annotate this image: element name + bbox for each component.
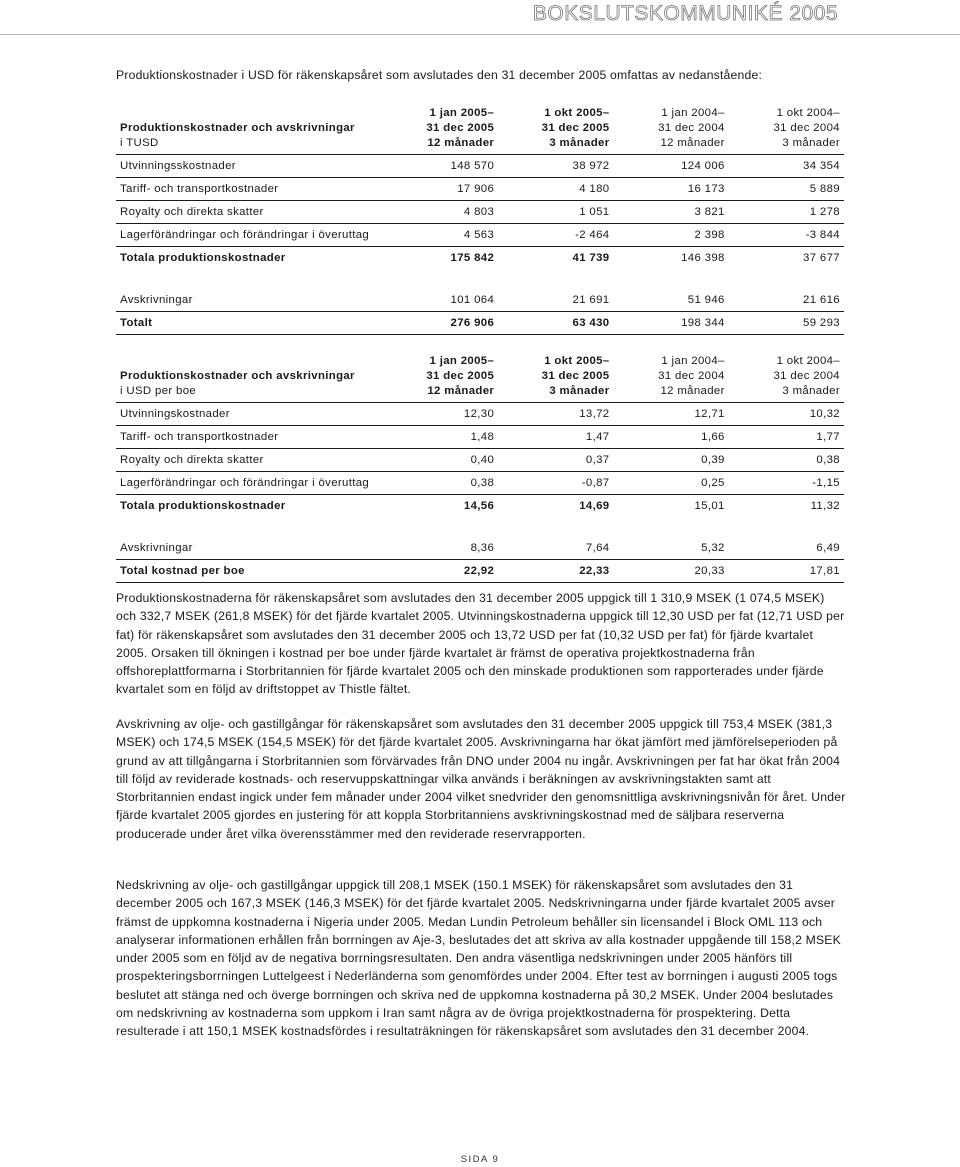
table-grand-total-row: Totalt 276 906 63 430 198 344 59 293 [116,312,844,335]
table-row: Utvinningskostnader 12,30 13,72 12,71 10,32 [116,403,844,426]
table-header-row [116,354,844,403]
depreciation-paragraph: Avskrivning av olje- och gastillgångar för räkenskapsåret som avslutades den 31 december 2005 uppgick till 753,4 MSEK (381,3 MSEK) och 174,5 MSEK (154,5 MSEK) för det fjärde kvartalet 2005. Avskrivningarna har ökat jämfört med jämförelseperioden på grund av att tillgångarna i Storbritannien som förvärvades från DNO under 2004 nu ingår. Avskrivningen per fat har ökat från 2004 till följd av reviderade kostnads- och reservuppskattningar vilka används i beräkningen av avskrivningstakten samt att Storbritannien endast ingick under fem månader under 2004 vilket snedvrider den genomsnittliga avskrivningsnivån för året. Under fjärde kvartalet 2005 gjordes en justering för att koppla Storbritanniens avskrivningskostnad med de säljbara reserverna producerade under året vilka överensstämmer med den reviderade reservrapporten. [116,717,846,841]
table-row: Avskrivningar 8,36 7,64 5,32 6,49 [120,542,840,554]
header-divider [0,34,960,35]
column-header: 1 jan 2004– 31 dec 2004 12 månader [614,354,729,403]
production-costs-tusd-table [116,106,844,335]
column-header: 1 okt 2004– 31 dec 2004 3 månader [729,354,844,403]
table-row: Royalty och direkta skatter 0,40 0,37 0,39 0,38 [116,449,844,472]
table-row: Lagerförändringar och förändringar i överuttag 4 563 -2 464 2 398 -3 844 [120,229,840,241]
table-total-row: Totala produktionskostnader 175 842 41 739 146 398 37 677 [116,247,844,270]
production-costs-per-boe-table [116,354,844,583]
column-header: 1 okt 2005– 31 dec 2005 3 månader [498,354,613,403]
table-row: Utvinningsskostnader 148 570 38 972 124 006 34 354 [116,155,844,178]
table-row: Lagerförändringar och förändringar i överuttag 0,38 -0,87 0,25 -1,15 [120,477,840,489]
table-grand-total-row: Total kostnad per boe 22,92 22,33 20,33 17,81 [116,560,844,583]
table-row: Tariff- och transportkostnader 17 906 4 180 16 173 5 889 [116,178,844,201]
table-unit: i TUSD [120,137,159,149]
intro-text: Produktionskostnader i USD för räkenskapsåret som avslutades den 31 december 2005 omfattas av nedanstående: [116,68,763,82]
page-number: SIDA 9 [460,1154,500,1165]
table-title: Produktionskostnader och avskrivningar [120,370,355,382]
impairment-paragraph: Nedskrivning av olje- och gastillgångar uppgick till 208,1 MSEK (150.1 MSEK) för räkenskapsåret som avslutades den 31 december 2005 och 167,3 MSEK (146,3 MSEK) för det fjärde kvartalet 2005. Nedskrivningarna under fjärde kvartalet 2005 avser främst de uppkomna kostnaderna i Nigeria under 2005. Medan Lundin Petroleum behåller sin licensandel i Block OML 113 och analyserar informationen erhållen från borrningen av Aje-3, beslutades det att skriva av alla kostnader uppgående till 158,2 MSEK under 2005 som en följd av de negativa borrningsresultaten. Den andra väsentliga nedskrivningen under 2005 hänförs till prospekteringsborrningen Luttelgeest i Nederländerna som genomfördes under 2004. Efter test av borrningen i augusti 2005 togs beslutet att stänga ned och överge borrningen och skriva ned de uppkomna kostnaderna på 30,2 MSEK. Under 2004 beslutades om nedskrivning av kostnaderna som uppkom i Iran samt några av de övriga projektkostnaderna för prospektering. Detta resulterade i att 150,1 MSEK kostnadsfördes i resultaträkningen för räkenskapsåret som avslutades den 31 december 2004. [116,878,841,1039]
table-header-row [116,106,844,155]
report-header-title: BOKSLUTSKOMMUNIKÉ 2005 [532,2,838,25]
column-header: 1 jan 2004– 31 dec 2004 12 månader [614,106,729,155]
table-title-cell [116,106,387,155]
production-costs-paragraph: Produktionskostnaderna för räkenskapsåret som avslutades den 31 december 2005 uppgick till 1 310,9 MSEK (1 074,5 MSEK) och 332,7 MSEK (261,8 MSEK) för det fjärde kvartalet 2005. Utvinningskostnaderna uppgick till 12,30 USD per fat (12,71 USD per fat) för räkenskapsåret som avslutades den 31 december 2005 och 13,72 USD per fat (10,32 USD per fat) för fjärde kvartalet 2005. Orsaken till ökningen i kostnad per boe under fjärde kvartalet är främst de operativa projektkostnaderna från offshoreplattformarna i Storbritannien för fjärde kvartalet 2005 och den minskade produktionen som rapporterades under fjärde kvartalet som en följd av driftstoppet av Thistle fältet. [116,591,845,697]
column-header: 1 jan 2005– 31 dec 2005 12 månader [387,354,499,403]
column-header: 1 okt 2005– 31 dec 2005 3 månader [498,106,613,155]
column-header: 1 jan 2005– 31 dec 2005 12 månader [387,106,499,155]
table-unit: i USD per boe [120,385,197,397]
table-row: Tariff- och transportkostnader 1,48 1,47 1,66 1,77 [116,426,844,449]
table-row: Royalty och direkta skatter 4 803 1 051 3 821 1 278 [116,201,844,224]
column-header: 1 okt 2004– 31 dec 2004 3 månader [729,106,844,155]
table-title: Produktionskostnader och avskrivningar [120,122,355,134]
table-title-cell [116,354,387,403]
table-total-row: Totala produktionskostnader 14,56 14,69 15,01 11,32 [116,495,844,518]
spacer-row [116,269,844,289]
spacer-row [116,517,844,537]
table-row: Avskrivningar 101 064 21 691 51 946 21 616 [120,294,840,306]
